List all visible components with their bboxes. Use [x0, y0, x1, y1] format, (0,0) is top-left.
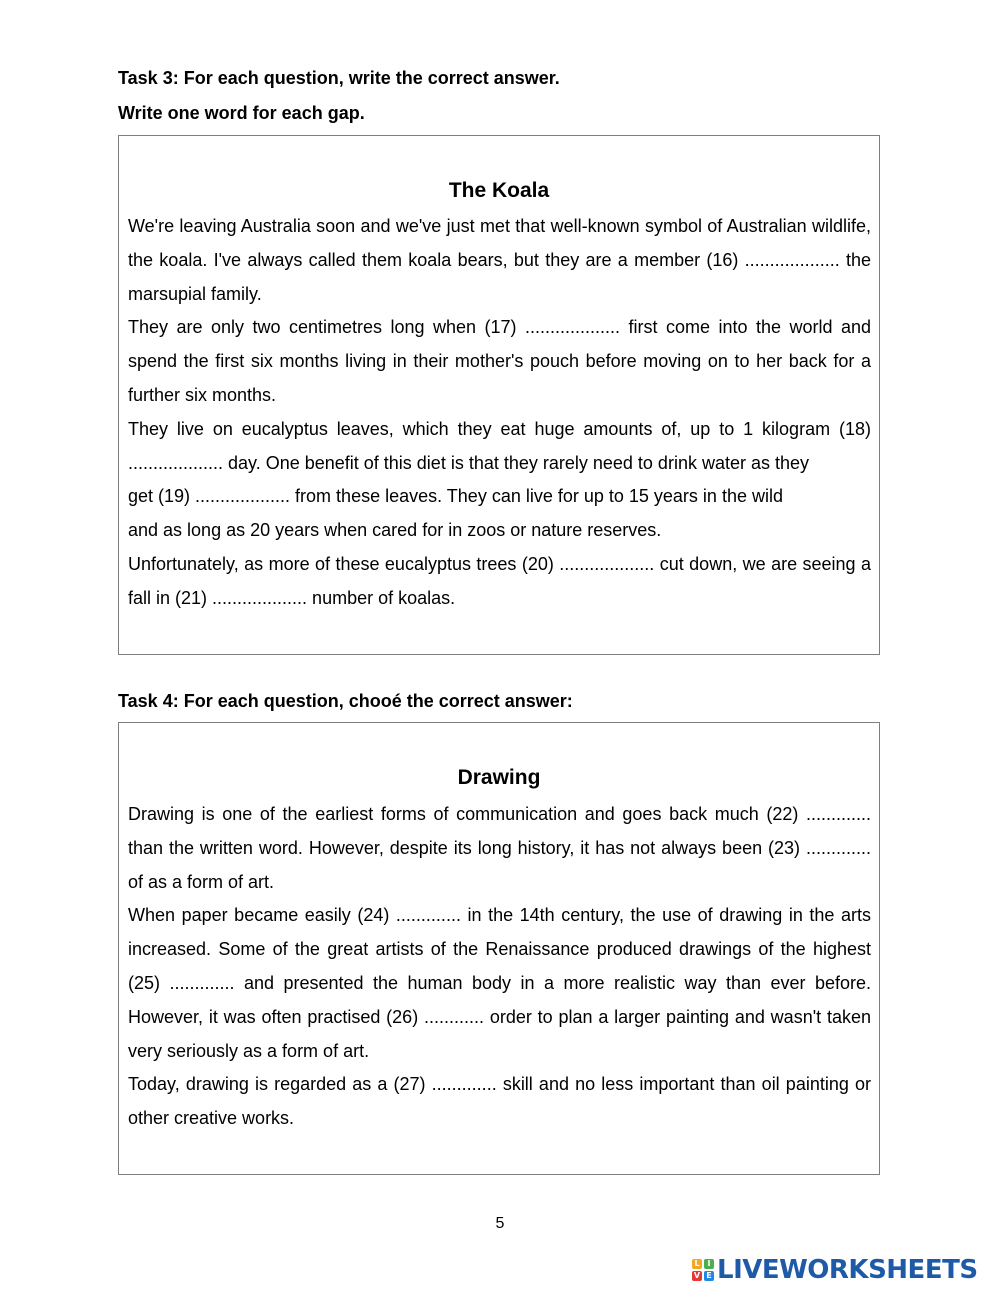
koala-paragraph-4: get (19) ................... from these leaves. They can live for up to 15 years in the wild: [128, 486, 783, 507]
logo-tile-l: L: [692, 1259, 702, 1269]
koala-paragraph-2: They are only two centimetres long when (17) ................... first come into the world and spend the first six months living in their mother's pouch before moving on to her back for a further six months.: [128, 317, 871, 405]
task4-heading: Task 4: For each question, chooé the correct answer:: [118, 691, 573, 711]
drawing-passage-text: [128, 798, 871, 1136]
koala-title: The Koala: [448, 179, 550, 202]
koala-passage-box: [118, 135, 880, 655]
koala-paragraph-1: We're leaving Australia soon and we've just met that well-known symbol of Australian wildlife, the koala. I've always called them koala bears, but they are a member (16) ................... the marsupial family.: [128, 216, 871, 304]
logo-tile-v: V: [693, 1271, 701, 1280]
koala-paragraph-6: Unfortunately, as more of these eucalyptus trees (20) ................... cut down, we are seeing a fall in (21) ................... number of koalas.: [128, 553, 871, 608]
drawing-paragraph-1: Drawing is one of the earliest forms of communication and goes back much (22) ............. than the written word. However, despite its long history, it has not always been (23) ............. of as a form of art.: [128, 804, 871, 892]
logo-tile-e: E: [704, 1271, 714, 1281]
drawing-passage-box: [118, 722, 880, 1175]
koala-paragraph-5: and as long as 20 years when cared for in zoos or nature reserves.: [128, 520, 662, 541]
drawing-paragraph-2: When paper became easily (24) ............. in the 14th century, the use of drawing in the arts increased. Some of the great artists of the Renaissance produced drawings of the highest (25) ............. and presented the human body in a more realistic way than ever before. However, it was often practised (26) ............ order to plan a larger painting and wasn't taken very seriously as a form of art.: [128, 905, 871, 1061]
drawing-title: Drawing: [457, 766, 541, 789]
koala-paragraph-3: They live on eucalyptus leaves, which they eat huge amounts of, up to 1 kilogram (18) ................... day. One benefit of this diet is that they rarely need to drink water as they: [128, 418, 871, 473]
page-number: 5: [495, 1215, 505, 1232]
logo-text: LIVEWORKSHEETS: [717, 1255, 978, 1285]
task3-instruction: Write one word for each gap.: [118, 103, 365, 123]
task3-heading: Task 3: For each question, write the correct answer.: [118, 68, 560, 88]
logo-icon: [692, 1259, 714, 1281]
liveworksheets-logo: [692, 1253, 978, 1287]
koala-passage-text: [128, 210, 871, 616]
drawing-paragraph-3: Today, drawing is regarded as a (27) ............. skill and no less important than oil painting or other creative works.: [128, 1074, 871, 1129]
logo-tile-i: I: [704, 1259, 714, 1269]
